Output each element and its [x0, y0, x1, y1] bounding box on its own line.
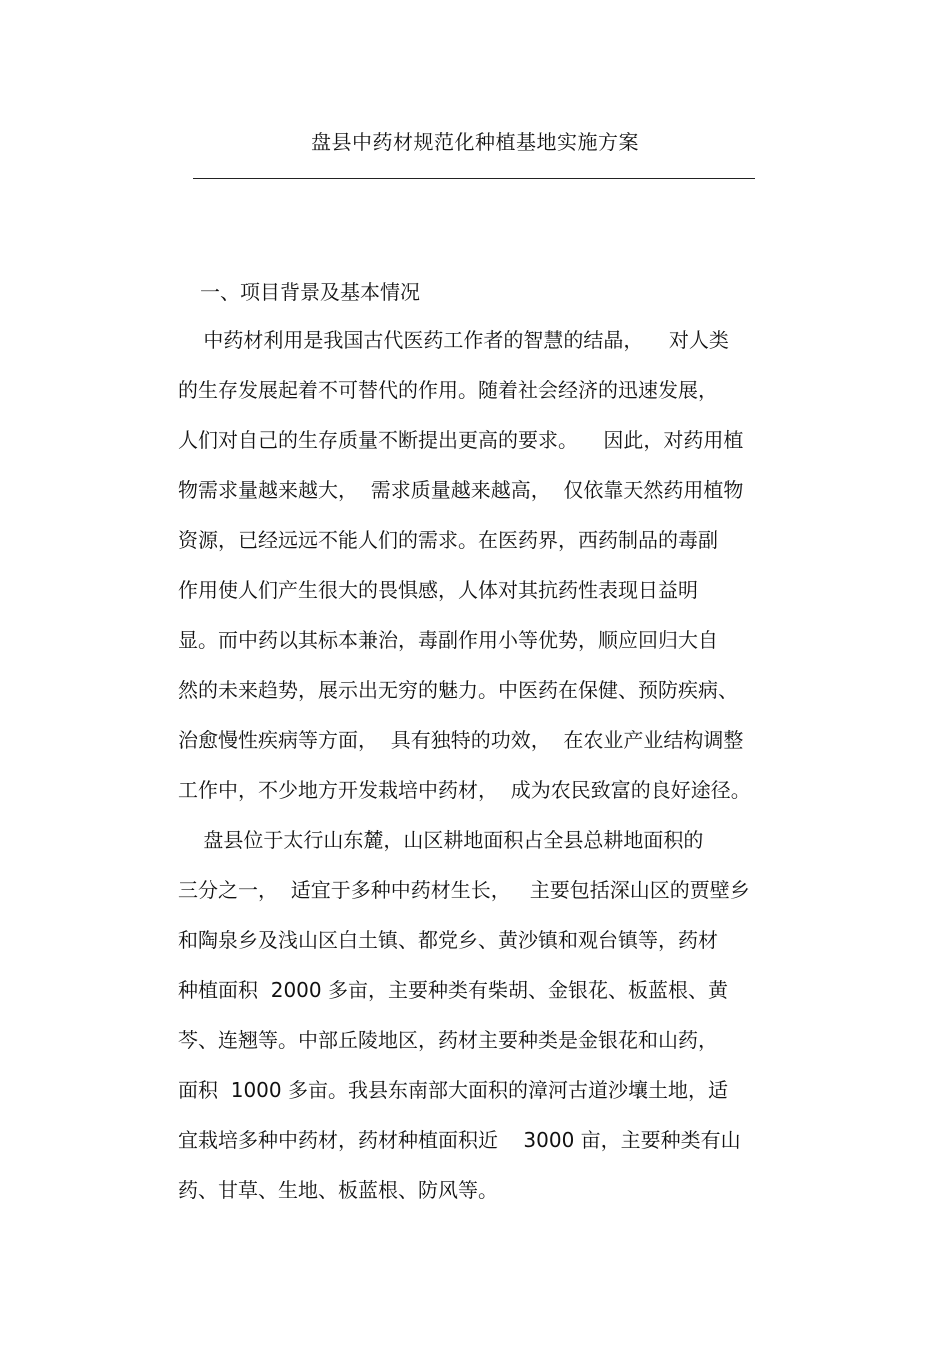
paragraph-line: 盘县位于太行山东麓，山区耕地面积占全县总耕地面积的: [178, 828, 704, 852]
paragraph-line: 的生存发展起着不可替代的作用。随着社会经济的迅速发展，: [178, 378, 718, 402]
paragraph-line: 人们对自己的生存质量不断提出更高的要求。 因此，对药用植: [178, 428, 744, 452]
paragraph-line: 芩、连翘等。中部丘陵地区，药材主要种类是金银花和山药，: [178, 1028, 718, 1052]
paragraph-line: 资源，已经远远不能人们的需求。在医药界，西药制品的毒副: [178, 528, 718, 552]
title-underline: [193, 178, 755, 179]
paragraph-line: 作用使人们产生很大的畏惧感，人体对其抗药性表现日益明: [178, 578, 698, 602]
paragraph-line: 显。而中药以其标本兼治，毒副作用小等优势，顺应回归大自: [178, 628, 718, 652]
paragraph-line: 物需求量越来越大， 需求质量越来越高， 仅依靠天然药用植物: [178, 478, 744, 502]
paragraph-line: 工作中，不少地方开发栽培中药材， 成为农民致富的良好途径。: [178, 778, 751, 802]
paragraph-line: 中药材利用是我国古代医药工作者的智慧的结晶， 对人类: [178, 328, 729, 352]
paragraph-line: 面积 1000 多亩。我县东南部大面积的漳河古道沙壤土地，适: [178, 1078, 728, 1102]
paragraph-line: 种植面积 2000 多亩，主要种类有柴胡、金银花、板蓝根、黄: [178, 978, 728, 1002]
document-title: 盘县中药材规范化种植基地实施方案: [311, 130, 639, 154]
section-heading: 一、项目背景及基本情况: [200, 280, 420, 304]
paragraph-line: 药、甘草、生地、板蓝根、防风等。: [178, 1178, 498, 1202]
paragraph-line: 然的未来趋势，展示出无穷的魅力。中医药在保健、预防疾病、: [178, 678, 738, 702]
paragraph-line: 治愈慢性疾病等方面， 具有独特的功效， 在农业产业结构调整: [178, 728, 744, 752]
paragraph-line: 和陶泉乡及浅山区白土镇、都党乡、黄沙镇和观台镇等，药材: [178, 928, 718, 952]
paragraph-line: 宜栽培多种中药材，药材种植面积近 3000 亩，主要种类有山: [178, 1128, 741, 1152]
paragraph-line: 三分之一， 适宜于多种中药材生长， 主要包括深山区的贾壁乡: [178, 878, 750, 902]
